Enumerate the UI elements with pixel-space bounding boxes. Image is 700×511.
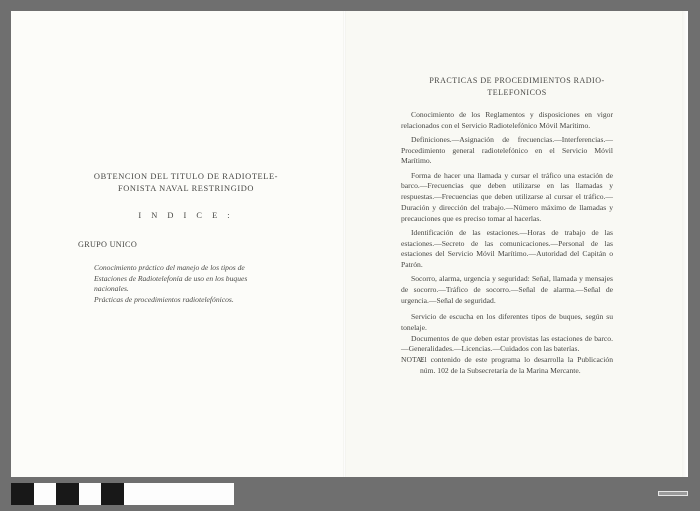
- page-edge: [682, 11, 688, 477]
- paragraph: Servicio de escucha en los diferentes tipos de buques, según su tonelaje.: [401, 312, 613, 333]
- paragraph: Documentos de que deben estar provistas las estaciones de barco.—Generalidades.—Licencias.—Cuidados con las baterías.: [401, 333, 613, 354]
- scale-bar-icon: [658, 491, 688, 496]
- group-item: Prácticas de procedimientos radiotelefónicos.: [94, 294, 234, 304]
- right-title-line-1: PRACTICAS DE PROCEDIMIENTOS RADIO-: [429, 76, 605, 85]
- group-item: Conocimiento práctico del manejo de los tipos de Estaciones de Radiotelefonía de uso en los buques nacionales.: [94, 263, 248, 294]
- note: [401, 355, 613, 376]
- left-page-title: [71, 171, 301, 195]
- swatch-black: [56, 483, 79, 505]
- left-title-line-1: OBTENCION DEL TITULO DE RADIOTELE-: [93, 172, 279, 181]
- right-page-title: [402, 75, 632, 99]
- group-items: [94, 263, 274, 305]
- left-title-line-2: FONISTA NAVAL RESTRINGIDO: [117, 184, 255, 193]
- index-heading: I N D I C E :: [138, 211, 234, 220]
- swatch-white-long: [124, 483, 234, 505]
- right-title-line-2: TELEFONICOS: [487, 88, 547, 97]
- note-text: El contenido de este programa lo desarrolla la Publicación núm. 102 de la Subsecretaría de la Marina Mercante.: [420, 355, 613, 375]
- left-page: [11, 11, 343, 477]
- scanned-document: [11, 11, 688, 477]
- group-heading: GRUPO UNICO: [78, 240, 138, 249]
- paragraph: Forma de hacer una llamada y cursar el tráfico una estación de barco.—Frecuencias que deben utilizarse en las llamadas y respuestas.—Frecuencias que deben utilizarse al cursar el tráfico.—Duración y dirección del trabajo.—Número máximo de llamadas y precauciones que es preciso tomar al hacerlas.: [401, 170, 613, 223]
- calibration-strip: [11, 483, 234, 505]
- note-label: NOTA:: [401, 355, 424, 365]
- paragraph: Conocimiento de los Reglamentos y disposiciones en vigor relacionados con el Servicio Radiotelefónico Móvil Marítimo.: [401, 110, 613, 130]
- paragraph: Definiciones.—Asignación de frecuencias.—Interferencias.—Procedimiento general radiotelefónico en el Servicio Móvil Marítimo.: [401, 135, 613, 166]
- swatch-white: [79, 483, 101, 505]
- right-page-body: [401, 110, 613, 380]
- swatch-black: [101, 483, 124, 505]
- swatch-black: [11, 483, 34, 505]
- paragraph: Identificación de las estaciones.—Horas de trabajo de las estaciones.—Secreto de las comunicaciones.—Personal de las estaciones del Servicio Móvil Marítimo.—Autoridad del Capitán o Patrón.: [401, 227, 613, 269]
- right-page: [346, 11, 688, 477]
- paragraph: Socorro, alarma, urgencia y seguridad: Señal, llamada y mensajes de socorro.—Tráfico de socorro.—Señal de alarma.—Señal de urgencia.—Señal de seguridad.: [401, 274, 613, 305]
- swatch-white: [34, 483, 56, 505]
